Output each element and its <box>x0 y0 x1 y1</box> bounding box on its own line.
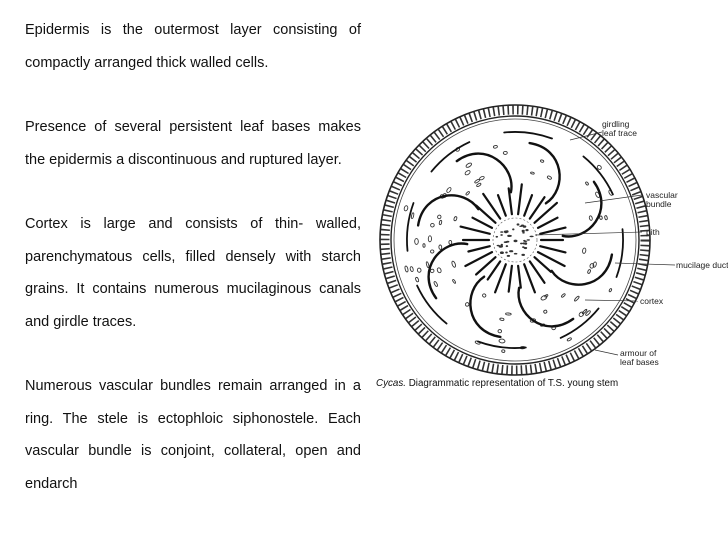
pith-cell <box>504 231 507 233</box>
vascular-bundle <box>498 195 506 216</box>
mucilage-duct <box>493 145 497 148</box>
figure-caption <box>376 378 618 389</box>
pith-cell <box>514 253 518 255</box>
pith-cell <box>523 225 527 227</box>
mucilage-duct <box>604 215 607 220</box>
mucilage-duct <box>500 318 504 321</box>
mucilage-duct <box>530 172 534 175</box>
pith-cell <box>525 229 528 231</box>
mucilage-duct <box>476 183 481 187</box>
pith-cell <box>527 239 530 240</box>
pith-cell <box>509 250 513 252</box>
vascular-bundle <box>461 227 490 234</box>
girdle-trace <box>470 277 500 337</box>
mucilage-duct <box>498 329 502 333</box>
mucilage-duct <box>439 245 442 250</box>
mucilage-duct <box>465 191 470 196</box>
cycas-stem-diagram <box>370 95 728 405</box>
pith-cell <box>500 231 503 233</box>
pith-cells <box>496 223 534 257</box>
mucilage-duct <box>502 350 505 353</box>
mucilage-duct <box>547 175 552 179</box>
pith-cell <box>522 242 525 244</box>
mucilage-duct <box>479 176 485 181</box>
mucilage-duct <box>561 293 566 298</box>
pith-cell <box>517 223 520 225</box>
pith-cell <box>523 240 526 242</box>
mucilage-duct <box>578 311 584 317</box>
mucilage-duct <box>437 215 441 219</box>
mucilage-duct <box>426 262 430 268</box>
pith-cell <box>530 236 534 238</box>
pith-cell <box>501 244 503 246</box>
mucilage-duct <box>411 213 414 219</box>
label-vascular-bundle: vascular bundle <box>646 190 678 209</box>
girdle-trace <box>418 195 478 225</box>
label-girdling-leaf-trace: girdling leaf trace <box>602 119 637 138</box>
vascular-bundle <box>518 184 522 214</box>
mucilage-duct <box>574 296 580 302</box>
pith-cell <box>522 232 525 234</box>
mucilage-duct <box>415 277 419 282</box>
mucilage-duct <box>587 269 591 274</box>
label-mucilage-duct: mucilage duct <box>676 260 728 270</box>
mucilage-duct <box>452 279 456 284</box>
pith-cell <box>520 243 523 245</box>
girdle-trace-outer <box>407 203 414 251</box>
mucilage-duct <box>451 261 456 268</box>
stem-cross-section <box>370 95 720 405</box>
vascular-bundle <box>524 264 535 292</box>
mucilage-duct <box>589 216 593 221</box>
vascular-bundle <box>509 266 512 292</box>
mucilage-duct <box>589 263 594 269</box>
paragraph-cortex: Cortex is large and consists of thin- walled, parenchymatous cells, filled densely with starch grains. It contains numerous mucilaginous canals and girdle traces. <box>25 216 361 330</box>
mucilage-duct <box>423 244 425 248</box>
text-column <box>25 14 361 500</box>
mucilage-duct <box>417 268 422 273</box>
pith-cell <box>519 226 522 227</box>
girdle-trace <box>563 182 602 237</box>
girdle-trace <box>552 255 612 285</box>
vascular-bundle <box>488 261 501 279</box>
mucilage-duct <box>540 160 544 163</box>
paragraph-vascular-bundles: Numerous vascular bundles remain arranged in a ring. The stele is ectophloic siphonostele. Each vascular bundle is conjoint, collateral, open and endarch <box>25 378 361 492</box>
girdle-trace-outer <box>617 229 624 277</box>
mucilage-duct <box>465 302 470 307</box>
vascular-bundle <box>540 246 565 252</box>
mucilage-duct <box>482 293 487 297</box>
pith-cell <box>521 254 525 256</box>
mucilage-duct <box>585 181 589 185</box>
mucilage-duct <box>464 170 471 176</box>
pith-cell <box>512 228 514 230</box>
girdle-trace-outer <box>504 132 552 139</box>
mucilage-duct <box>582 248 586 254</box>
mucilage-duct <box>474 179 480 184</box>
vascular-bundle <box>468 246 489 251</box>
pith-cell <box>505 252 508 254</box>
pith-cell <box>507 235 511 237</box>
paragraph-epidermis: Epidermis is the outermost layer consisting of compactly arranged thick walled cells. <box>25 22 361 71</box>
mucilage-duct <box>449 240 452 244</box>
mucilage-duct <box>404 205 409 211</box>
label-armour-leaf-bases: armour of leaf bases <box>620 348 659 367</box>
mucilage-duct <box>499 339 505 344</box>
mucilage-duct <box>404 266 408 272</box>
vascular-bundle <box>535 257 551 272</box>
vascular-bundle <box>524 195 532 216</box>
mucilage-duct <box>410 266 414 272</box>
vascular-bundle <box>518 266 521 288</box>
mucilage-duct <box>430 250 434 254</box>
pith-cell <box>500 251 504 254</box>
mucilage-duct <box>503 151 507 154</box>
vascular-bundle <box>538 218 558 228</box>
mucilage-duct <box>567 337 572 341</box>
label-cortex: cortex <box>640 296 664 306</box>
mucilage-duct <box>506 313 512 315</box>
pith-cell <box>496 236 499 238</box>
mucilage-duct <box>433 281 438 287</box>
caption-text: Diagrammatic representation of T.S. young stem <box>408 378 619 389</box>
mucilage-duct <box>543 310 547 314</box>
mucilage-duct <box>428 236 431 242</box>
leader-lines <box>535 132 675 355</box>
mucilage-duct <box>437 267 442 273</box>
vascular-bundle <box>473 218 493 228</box>
pith-cell <box>523 247 527 248</box>
pith-cell <box>504 241 508 243</box>
vascular-bundle <box>495 264 506 292</box>
mucilage-duct <box>439 220 442 225</box>
pith-cell <box>499 246 503 248</box>
mucilage-duct <box>446 187 452 193</box>
mucilage-duct <box>540 295 547 301</box>
label-pith: pith <box>646 227 660 237</box>
mucilage-duct <box>609 288 612 292</box>
mucilage-duct <box>430 223 434 227</box>
pith-cell <box>500 234 503 236</box>
vascular-bundle <box>540 228 565 234</box>
paragraph-leaf-bases: Presence of several persistent leaf bases makes the epidermis a discontinuous and ruptured layer. <box>25 119 361 168</box>
pith-cell <box>506 245 508 247</box>
mucilage-duct <box>453 216 457 221</box>
pith-cell <box>522 230 525 232</box>
mucilage-duct <box>465 162 472 168</box>
caption-genus: Cycas. <box>376 378 406 389</box>
pith-cell <box>507 255 510 257</box>
pith-cell <box>514 240 518 243</box>
mucilage-duct <box>415 239 419 245</box>
